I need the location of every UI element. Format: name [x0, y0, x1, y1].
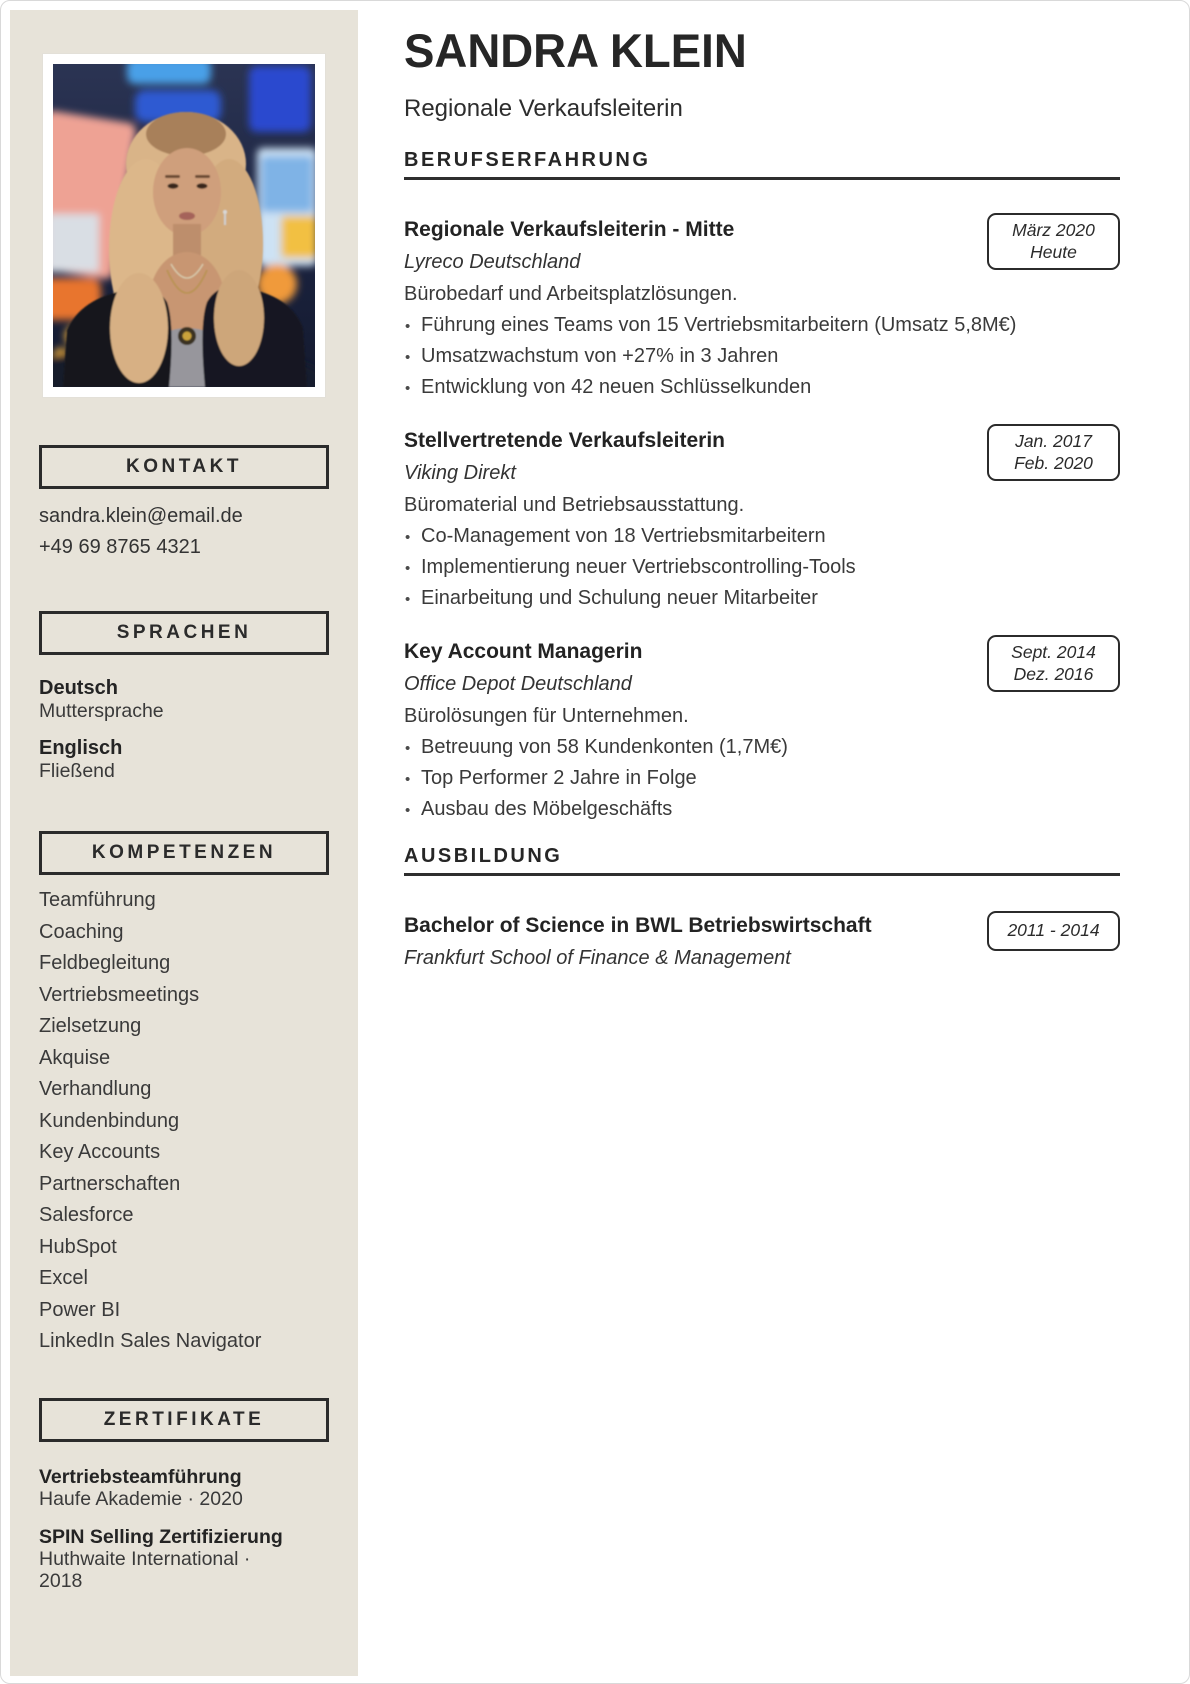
skill-item: Verhandlung	[39, 1078, 152, 1100]
certificate-issuer: Huthwaite International · 2018	[39, 1547, 251, 1592]
language-item	[39, 737, 329, 783]
certificates-section-title: ZERTIFIKATE	[39, 1398, 329, 1442]
person-name: SANDRA KLEIN	[404, 24, 747, 77]
skill-item: Akquise	[39, 1046, 111, 1069]
languages-section	[39, 611, 329, 783]
education-date: 2011 - 2014	[1007, 920, 1100, 940]
job-bullet: • Führung eines Teams von 15 Vertriebsmitarbeitern (Umsatz 5,8M€)	[404, 314, 1120, 337]
job-title: Stellvertretende Verkaufsleiterin	[404, 429, 725, 452]
main-content	[358, 10, 1182, 1676]
profile-photo-frame	[43, 54, 325, 397]
language-level: Fließend	[39, 760, 115, 782]
skill-item: Teamführung	[39, 889, 156, 911]
job-bullet: • Einarbeitung und Schulung neuer Mitarbeiter	[404, 587, 1120, 610]
job-title: Regionale Verkaufsleiterin - Mitte	[404, 218, 735, 241]
job-bullet: • Ausbau des Möbelgeschäfts	[404, 798, 1120, 821]
contact-section-title: KONTAKT	[39, 445, 329, 489]
skill-item: Coaching	[39, 920, 124, 943]
skills-list	[39, 875, 329, 1358]
date-to: Dez. 2016	[1013, 663, 1094, 684]
languages-section-title: SPRACHEN	[39, 611, 329, 655]
date-to: Feb. 2020	[1014, 452, 1093, 473]
job-entry	[404, 640, 1120, 821]
date-from: Jan. 2017	[1015, 431, 1092, 451]
job-bullet: • Umsatzwachstum von +27% in 3 Jahren	[404, 345, 1120, 368]
school-name: Frankfurt School of Finance & Management	[404, 947, 791, 969]
skill-item: Zielsetzung	[39, 1015, 142, 1037]
skill-item: Power BI	[39, 1298, 121, 1321]
education-date-badge	[987, 911, 1120, 951]
job-summary: Büromaterial und Betriebsausstattung.	[404, 494, 745, 516]
date-from: März 2020	[1012, 220, 1095, 240]
certificate-name: SPIN Selling Zertifizierung	[39, 1525, 283, 1548]
language-name: Deutsch	[39, 677, 118, 699]
degree-title: Bachelor of Science in BWL Betriebswirtschaft	[404, 914, 872, 937]
date-from: Sept. 2014	[1011, 642, 1096, 662]
date-badge	[987, 635, 1120, 692]
job-bullet: • Implementierung neuer Vertriebscontrolling-Tools	[404, 556, 1120, 579]
experience-section-title: BERUFSERFAHRUNG	[404, 149, 1120, 180]
skill-item: Vertriebsmeetings	[39, 983, 200, 1006]
date-badge	[987, 213, 1120, 270]
job-entry	[404, 429, 1120, 610]
job-title: Key Account Managerin	[404, 640, 643, 663]
job-summary: Bürobedarf und Arbeitsplatzlösungen.	[404, 283, 738, 305]
job-bullet: • Betreuung von 58 Kundenkonten (1,7M€)	[404, 736, 1120, 759]
certificates-section	[39, 1398, 329, 1592]
job-bullet: • Top Performer 2 Jahre in Folge	[404, 767, 1120, 790]
language-level: Muttersprache	[39, 700, 164, 722]
skills-section-title: KOMPETENZEN	[39, 831, 329, 875]
skill-item: Excel	[39, 1267, 88, 1289]
job-bullet: • Entwicklung von 42 neuen Schlüsselkunden	[404, 376, 1120, 399]
contact-email: sandra.klein@email.de	[39, 505, 243, 527]
education-section-title: AUSBILDUNG	[404, 845, 1120, 876]
job-summary: Bürolösungen für Unternehmen.	[404, 705, 689, 727]
job-bullet: • Co-Management von 18 Vertriebsmitarbeitern	[404, 525, 1120, 548]
skill-item: HubSpot	[39, 1235, 117, 1258]
certificate-item	[39, 1466, 329, 1510]
skill-item: Feldbegleitung	[39, 952, 171, 974]
job-entry	[404, 218, 1120, 399]
certificate-name: Vertriebsteamführung	[39, 1465, 242, 1488]
person-role: Regionale Verkaufsleiterin	[404, 95, 683, 122]
skill-item: Salesforce	[39, 1204, 134, 1226]
skill-item: Partnerschaften	[39, 1172, 181, 1195]
skills-section	[39, 831, 329, 1358]
job-company: Viking Direkt	[404, 462, 516, 484]
skill-item: LinkedIn Sales Navigator	[39, 1330, 262, 1352]
sidebar	[10, 10, 358, 1676]
date-badge	[987, 424, 1120, 481]
education-entry	[404, 914, 1120, 970]
contact-phone: +49 69 8765 4321	[39, 536, 201, 558]
profile-photo-image	[53, 64, 315, 387]
certificate-item	[39, 1526, 329, 1592]
language-item	[39, 677, 329, 723]
certificate-issuer: Haufe Akademie · 2020	[39, 1487, 243, 1510]
job-company: Office Depot Deutschland	[404, 673, 632, 695]
contact-section	[39, 445, 329, 563]
language-name: Englisch	[39, 737, 123, 759]
date-to: Heute	[1030, 241, 1077, 262]
job-company: Lyreco Deutschland	[404, 251, 581, 273]
skill-item: Key Accounts	[39, 1141, 161, 1163]
skill-item: Kundenbindung	[39, 1109, 180, 1132]
